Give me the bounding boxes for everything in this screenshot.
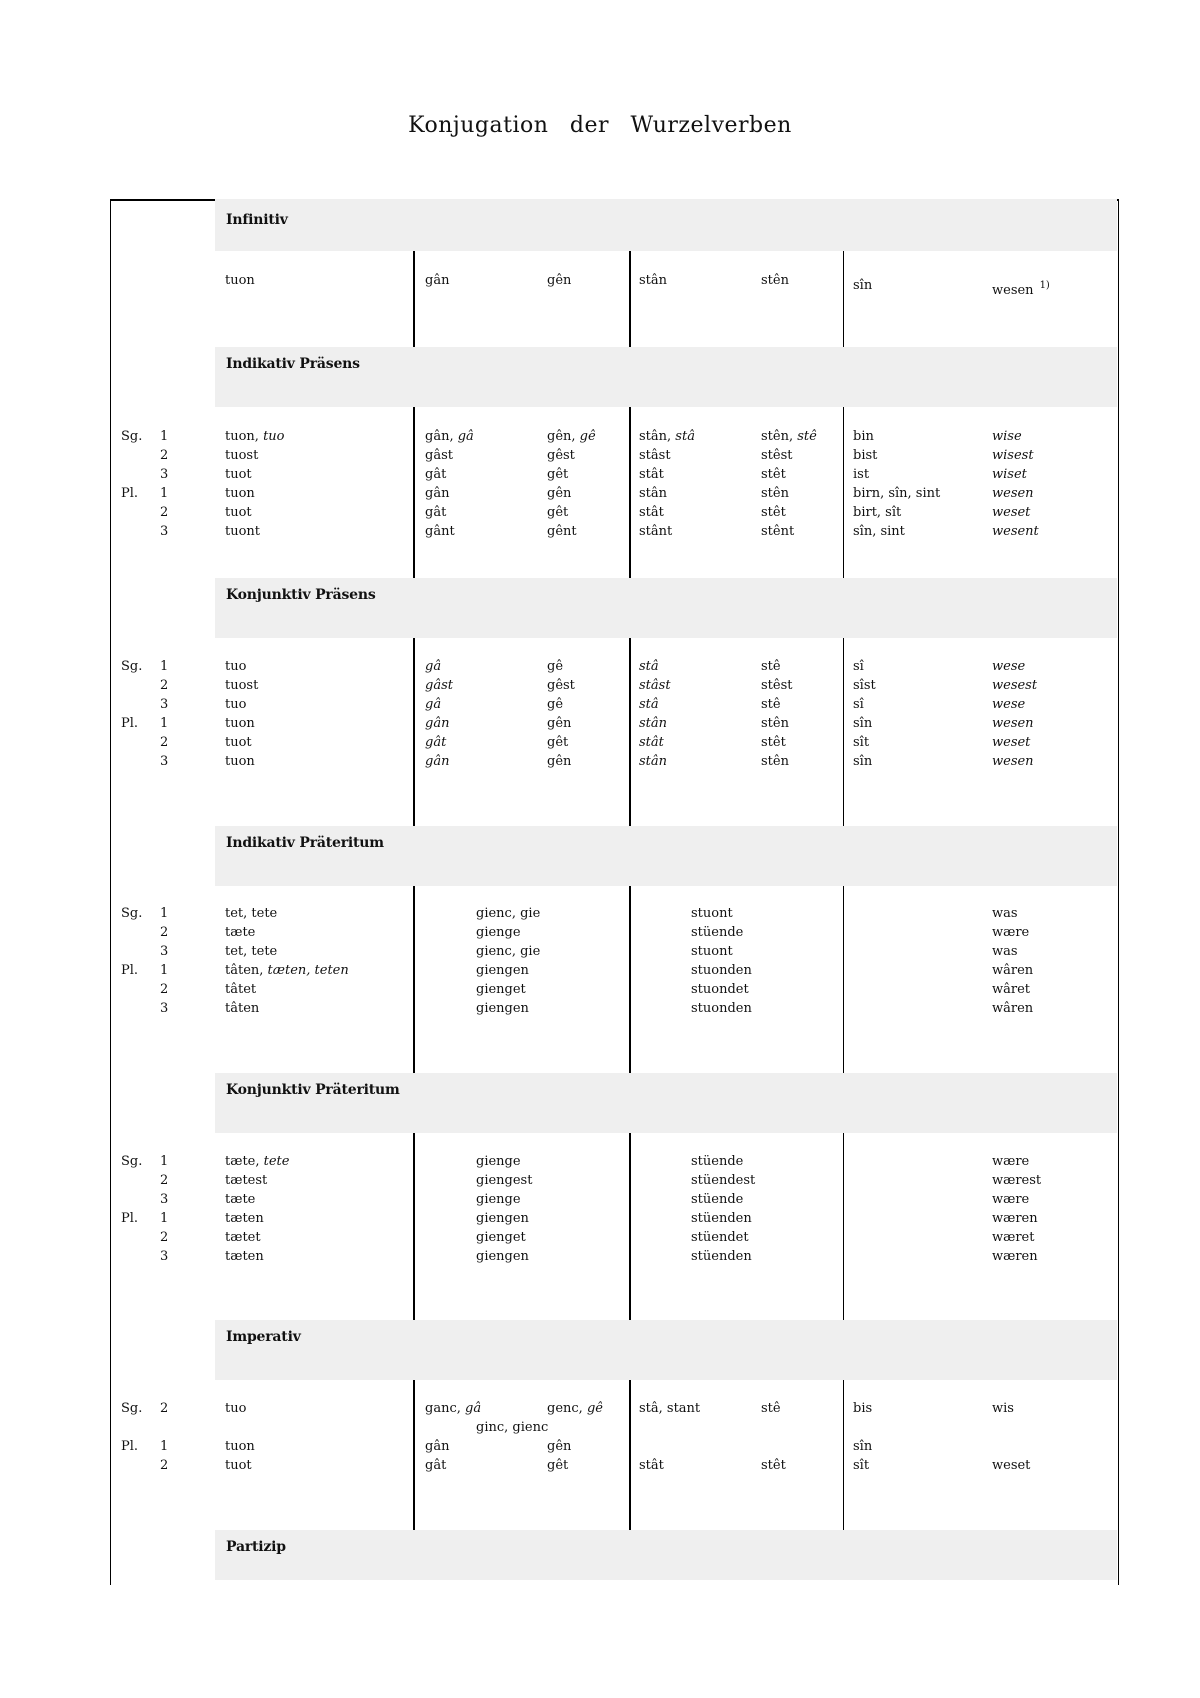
infinitiv-gan: gân	[425, 273, 450, 288]
column-divider	[843, 251, 844, 347]
ind_praet-tuon-form: tet, tete	[225, 944, 278, 959]
ind_praes-gen-form: gêt	[547, 467, 569, 482]
person-number: 2	[160, 1230, 169, 1245]
konj_praet-gan-form: giengen	[476, 1211, 529, 1226]
konj_praes-tuon-form: tuo	[225, 697, 247, 712]
imperativ-sin-sg2: bis	[853, 1401, 873, 1416]
person-number: 1	[160, 1439, 169, 1454]
column-divider	[843, 407, 844, 578]
person-number: 2	[160, 1173, 169, 1188]
column-divider	[413, 1380, 415, 1530]
ind_praes-sin-form: bin	[853, 429, 874, 444]
ind_praet-tuon-form: tæte	[225, 925, 256, 940]
konj_praet-wesen-form: wærest	[992, 1173, 1042, 1188]
imperativ-gan-pl2: gât	[425, 1458, 447, 1473]
person-number: 3	[160, 754, 169, 769]
konj_praes-sin-form: sîst	[853, 678, 876, 693]
ind_praet-wesen-form: wâren	[992, 1001, 1034, 1016]
column-divider	[413, 407, 415, 578]
konj_praet-gan-form: gienge	[476, 1154, 521, 1169]
ind_praes-stan-form: stât	[639, 467, 664, 482]
konj_praes-tuon-form: tuost	[225, 678, 259, 693]
konj_praes-stan-form: stâst	[639, 678, 671, 693]
column-divider	[413, 1133, 415, 1320]
person-number: 2	[160, 678, 169, 693]
konj_praet-wesen-form: wære	[992, 1154, 1030, 1169]
konj_praes-sin-form: sî	[853, 697, 864, 712]
ind_praet-tuon-form: tâten, tæten, teten	[225, 963, 349, 978]
konj_praet-wesen-form: wære	[992, 1192, 1030, 1207]
column-divider	[843, 886, 844, 1073]
konj_praes-sten-form: stêst	[761, 678, 793, 693]
ind_praes-sten-form: stêst	[761, 448, 793, 463]
konj_praet-gan-form: giengest	[476, 1173, 533, 1188]
column-divider	[413, 886, 415, 1073]
section-title: Infinitiv	[226, 212, 288, 228]
konj_praes-gen-form: gên	[547, 716, 572, 731]
ind_praet-stan-form: stüende	[691, 925, 744, 940]
imperativ-gen-sg2: genc, gê	[547, 1401, 603, 1416]
ind_praes-tuon-form: tuot	[225, 505, 252, 520]
konj_praet-tuon-form: tætet	[225, 1230, 261, 1245]
imperativ-wesen-sg2: wis	[992, 1401, 1014, 1416]
konj_praet-tuon-form: tæte	[225, 1192, 256, 1207]
ind_praes-sin-form: birn, sîn, sint	[853, 486, 941, 501]
ind_praes-gen-form: gên	[547, 486, 572, 501]
konj_praes-stan-form: stân	[639, 716, 668, 731]
person-number: 1	[160, 1211, 169, 1226]
konj_praes-gan-form: gât	[425, 735, 447, 750]
konj_praet-wesen-form: wæret	[992, 1230, 1035, 1245]
konj_praes-stan-form: stât	[639, 735, 664, 750]
imperativ-wesen-pl2: weset	[992, 1458, 1031, 1473]
imperativ-tuon-pl2: tuot	[225, 1458, 252, 1473]
konj_praet-stan-form: stüendet	[691, 1230, 749, 1245]
ind_praes-sten-form: stêt	[761, 467, 786, 482]
ind_praes-sin-form: bist	[853, 448, 878, 463]
person-number: 3	[160, 467, 169, 482]
imperativ-stan-sg2: stâ, stant	[639, 1401, 701, 1416]
person-number: 1	[160, 963, 169, 978]
section-header-imperativ	[215, 1320, 1117, 1380]
column-divider	[843, 1133, 844, 1320]
ind_praes-gan-form: gât	[425, 467, 447, 482]
column-divider	[629, 407, 631, 578]
column-divider	[629, 1133, 631, 1320]
ind_praes-stan-form: stânt	[639, 524, 673, 539]
person-label: Pl.	[121, 963, 139, 978]
person-number: 2	[160, 448, 169, 463]
konj_praes-gen-form: gêst	[547, 678, 575, 693]
ind_praes-wesen-form: wesen	[992, 486, 1034, 501]
infinitiv-stan: stân	[639, 273, 668, 288]
konj_praes-sten-form: stê	[761, 659, 781, 674]
konj_praes-wesen-form: wese	[992, 697, 1026, 712]
konj_praes-sten-form: stên	[761, 716, 789, 731]
column-divider	[843, 638, 844, 826]
konj_praes-sten-form: stêt	[761, 735, 786, 750]
person-label: Sg.	[121, 1401, 143, 1416]
person-label: Sg.	[121, 906, 143, 921]
ind_praet-gan-form: giengen	[476, 1001, 529, 1016]
person-label: Pl.	[121, 486, 139, 501]
konj_praes-tuon-form: tuon	[225, 716, 255, 731]
imperativ-gen-pl2: gêt	[547, 1458, 569, 1473]
ind_praes-gan-form: gâst	[425, 448, 453, 463]
konj_praes-stan-form: stân	[639, 754, 668, 769]
column-divider	[413, 638, 415, 826]
column-divider	[843, 1380, 844, 1530]
ind_praet-gan-form: gienge	[476, 925, 521, 940]
ind_praes-tuon-form: tuon	[225, 486, 255, 501]
page-title: Konjugation der Wurzelverben	[408, 113, 792, 138]
ind_praet-tuon-form: tet, tete	[225, 906, 278, 921]
person-number: 1	[160, 906, 169, 921]
ind_praes-sten-form: stênt	[761, 524, 795, 539]
konj_praet-wesen-form: wæren	[992, 1211, 1038, 1226]
konj_praes-gan-form: gâ	[425, 659, 442, 674]
section-header-infinitiv	[215, 199, 1117, 251]
infinitiv-gen: gên	[547, 273, 572, 288]
konj_praes-stan-form: stâ	[639, 697, 659, 712]
person-number: 3	[160, 1249, 169, 1264]
ind_praes-sin-form: sîn, sint	[853, 524, 905, 539]
konj_praes-stan-form: stâ	[639, 659, 659, 674]
ind_praes-wesen-form: wesent	[992, 524, 1039, 539]
ind_praes-gen-form: gênt	[547, 524, 577, 539]
konj_praes-sin-form: sîn	[853, 716, 873, 731]
ind_praet-stan-form: stuondet	[691, 982, 749, 997]
konj_praet-stan-form: stüenden	[691, 1211, 752, 1226]
konj_praes-wesen-form: wesen	[992, 754, 1034, 769]
ind_praes-gan-form: gânt	[425, 524, 455, 539]
infinitiv-wesen: wesen $^{1)}$	[992, 280, 1050, 298]
person-number: 2	[160, 735, 169, 750]
person-label: Pl.	[121, 716, 139, 731]
person-number: 3	[160, 524, 169, 539]
konj_praes-tuon-form: tuo	[225, 659, 247, 674]
imperativ-gan-pl1: gân	[425, 1439, 450, 1454]
konj_praes-sin-form: sît	[853, 735, 870, 750]
konj_praes-gan-form: gân	[425, 754, 450, 769]
konj_praes-sten-form: stên	[761, 754, 789, 769]
konj_praes-tuon-form: tuot	[225, 735, 252, 750]
ind_praes-gan-form: gân, gâ	[425, 429, 474, 444]
footnote-marker: 1)	[1039, 280, 1050, 291]
konj_praes-wesen-form: weset	[992, 735, 1031, 750]
imperativ-sten-sg2: stê	[761, 1401, 781, 1416]
person-number: 2	[160, 1401, 169, 1416]
ind_praes-wesen-form: wiset	[992, 467, 1027, 482]
ind_praet-gan-form: gienc, gie	[476, 906, 541, 921]
section-header-partizip	[215, 1530, 1117, 1580]
person-number: 2	[160, 1458, 169, 1473]
imperativ-sin-pl2: sît	[853, 1458, 870, 1473]
imperativ-tuon-pl1: tuon	[225, 1439, 255, 1454]
column-divider	[629, 1380, 631, 1530]
ind_praes-gen-form: gêt	[547, 505, 569, 520]
imperativ-sten-pl2: stêt	[761, 1458, 786, 1473]
infinitiv-sten: stên	[761, 273, 789, 288]
person-number: 3	[160, 697, 169, 712]
ind_praes-wesen-form: wisest	[992, 448, 1034, 463]
infinitiv-sin: sîn	[853, 278, 873, 293]
person-number: 2	[160, 505, 169, 520]
section-title: Indikativ Präsens	[226, 356, 360, 372]
ind_praes-stan-form: stân	[639, 486, 668, 501]
ind_praes-gen-form: gên, gê	[547, 429, 596, 444]
person-number: 3	[160, 1001, 169, 1016]
konj_praes-gan-form: gân	[425, 716, 450, 731]
ind_praes-stan-form: stât	[639, 505, 664, 520]
imperativ-stan-pl2: stât	[639, 1458, 664, 1473]
konj_praet-stan-form: stüendest	[691, 1173, 756, 1188]
konj_praet-stan-form: stüende	[691, 1154, 744, 1169]
konj_praet-stan-form: stüenden	[691, 1249, 752, 1264]
person-label: Sg.	[121, 429, 143, 444]
konj_praes-gen-form: gê	[547, 697, 564, 712]
person-number: 3	[160, 944, 169, 959]
person-number: 1	[160, 1154, 169, 1169]
ind_praes-gan-form: gât	[425, 505, 447, 520]
person-label: Pl.	[121, 1439, 139, 1454]
konj_praet-gan-form: giengen	[476, 1249, 529, 1264]
ind_praes-gen-form: gêst	[547, 448, 575, 463]
konj_praet-tuon-form: tætest	[225, 1173, 268, 1188]
imperativ-ginc: ginc, gienc	[476, 1420, 549, 1435]
imperativ-sin-pl1: sîn	[853, 1439, 873, 1454]
section-title: Konjunktiv Präteritum	[226, 1082, 400, 1098]
section-header-konj_praes	[215, 578, 1117, 638]
konj_praes-gen-form: gêt	[547, 735, 569, 750]
person-number: 2	[160, 982, 169, 997]
infinitiv-tuon: tuon	[225, 273, 255, 288]
person-number: 1	[160, 716, 169, 731]
ind_praes-wesen-form: weset	[992, 505, 1031, 520]
section-header-ind_praet	[215, 826, 1117, 886]
konj_praes-sin-form: sî	[853, 659, 864, 674]
section-title: Indikativ Präteritum	[226, 835, 384, 851]
konj_praes-wesen-form: wesen	[992, 716, 1034, 731]
ind_praet-tuon-form: tâten	[225, 1001, 260, 1016]
konj_praet-gan-form: gienge	[476, 1192, 521, 1207]
person-number: 3	[160, 1192, 169, 1207]
imperativ-gen-pl1: gên	[547, 1439, 572, 1454]
ind_praes-sin-form: ist	[853, 467, 870, 482]
konj_praet-gan-form: gienget	[476, 1230, 526, 1245]
ind_praes-stan-form: stân, stâ	[639, 429, 695, 444]
section-title: Konjunktiv Präsens	[226, 587, 376, 603]
konj_praet-wesen-form: wæren	[992, 1249, 1038, 1264]
column-divider	[413, 251, 415, 347]
konj_praes-gen-form: gên	[547, 754, 572, 769]
ind_praet-stan-form: stuont	[691, 906, 733, 921]
ind_praes-wesen-form: wise	[992, 429, 1022, 444]
ind_praet-gan-form: gienget	[476, 982, 526, 997]
ind_praet-wesen-form: was	[992, 906, 1018, 921]
ind_praet-tuon-form: tâtet	[225, 982, 257, 997]
ind_praes-tuon-form: tuont	[225, 524, 261, 539]
konj_praes-sin-form: sîn	[853, 754, 873, 769]
ind_praet-wesen-form: wâret	[992, 982, 1031, 997]
section-title: Imperativ	[226, 1329, 301, 1345]
person-label: Sg.	[121, 659, 143, 674]
person-label: Pl.	[121, 1211, 139, 1226]
column-divider	[629, 251, 631, 347]
ind_praet-stan-form: stuonden	[691, 1001, 752, 1016]
konj_praet-stan-form: stüende	[691, 1192, 744, 1207]
ind_praes-stan-form: stâst	[639, 448, 671, 463]
ind_praet-stan-form: stuont	[691, 944, 733, 959]
person-number: 1	[160, 659, 169, 674]
column-divider	[629, 638, 631, 826]
ind_praes-gan-form: gân	[425, 486, 450, 501]
imperativ-gan-sg2: ganc, gâ	[425, 1401, 482, 1416]
ind_praes-tuon-form: tuot	[225, 467, 252, 482]
ind_praet-stan-form: stuonden	[691, 963, 752, 978]
ind_praes-sten-form: stên	[761, 486, 789, 501]
section-header-ind_praes	[215, 347, 1117, 407]
ind_praet-gan-form: gienc, gie	[476, 944, 541, 959]
person-number: 1	[160, 429, 169, 444]
ind_praes-sten-form: stên, stê	[761, 429, 817, 444]
konj_praes-gan-form: gâ	[425, 697, 442, 712]
konj_praes-sten-form: stê	[761, 697, 781, 712]
section-header-konj_praet	[215, 1073, 1117, 1133]
konj_praes-tuon-form: tuon	[225, 754, 255, 769]
person-label: Sg.	[121, 1154, 143, 1169]
ind_praet-wesen-form: was	[992, 944, 1018, 959]
konj_praet-tuon-form: tæte, tete	[225, 1154, 290, 1169]
imperativ-tuon-sg2: tuo	[225, 1401, 247, 1416]
person-number: 2	[160, 925, 169, 940]
konj_praes-wesen-form: wese	[992, 659, 1026, 674]
column-divider	[629, 886, 631, 1073]
ind_praes-tuon-form: tuon, tuo	[225, 429, 285, 444]
ind_praet-wesen-form: wâren	[992, 963, 1034, 978]
konj_praes-gan-form: gâst	[425, 678, 453, 693]
ind_praes-tuon-form: tuost	[225, 448, 259, 463]
konj_praet-tuon-form: tæten	[225, 1211, 264, 1226]
ind_praet-gan-form: giengen	[476, 963, 529, 978]
konj_praes-wesen-form: wesest	[992, 678, 1038, 693]
person-number: 1	[160, 486, 169, 501]
konj_praet-tuon-form: tæten	[225, 1249, 264, 1264]
section-title: Partizip	[226, 1539, 286, 1555]
ind_praes-sin-form: birt, sît	[853, 505, 902, 520]
ind_praes-sten-form: stêt	[761, 505, 786, 520]
konj_praes-gen-form: gê	[547, 659, 564, 674]
ind_praet-wesen-form: wære	[992, 925, 1030, 940]
